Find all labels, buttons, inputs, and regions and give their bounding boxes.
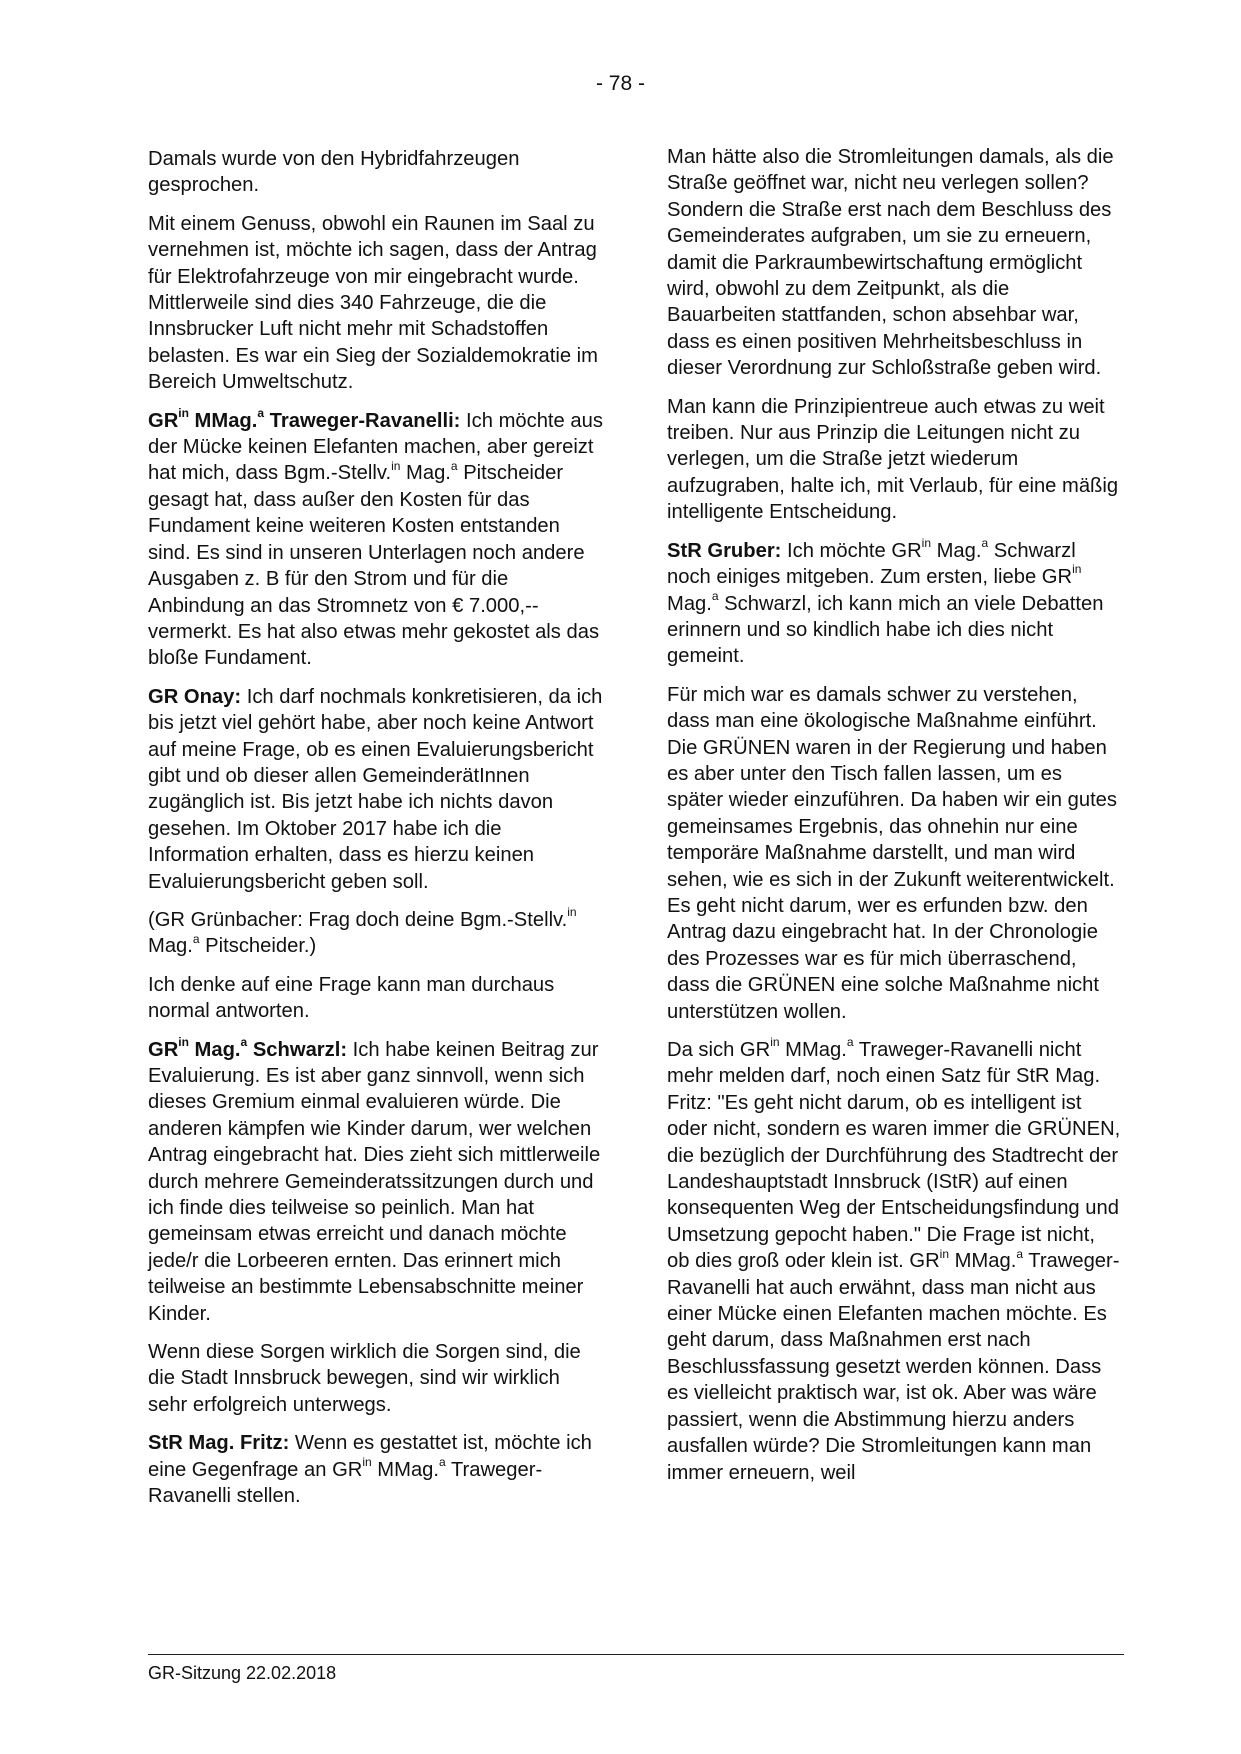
page-number: - 78 -: [595, 72, 645, 95]
paragraph: [148, 972, 603, 1025]
speaker-name: GR Onay:: [148, 685, 242, 708]
paragraph-text: Ich möchte $GR^{in}$ Mag.$^a$ Schwarzl noch einiges mitgeben. Zum ersten, liebe $GR^{in}$ Mag.$^a$ Schwarzl, ich kann mich an viele Debatten erinnern und so kindlich habe ich dies nicht gemeint.: [667, 535, 1104, 668]
speaker-name: $GR^{in}$ Mag.$^a$ Schwarzl:: [148, 1034, 348, 1061]
paragraph: [148, 907, 603, 960]
paragraph-text: Für mich war es damals schwer zu verstehen, dass man eine ökologische Maßnahme einführt. Die GRÜNEN waren in der Regierung und haben es aber unter den Tisch fallen lassen, um es später wieder einzuführen. Da haben wir ein gutes gemeinsames Ergebnis, das ohnehin nur eine temporäre Maßnahme darstellt, und man wird sehen, wie es sich in der Zukunft weiterentwickelt. Es geht nicht darum, wer es erfunden bzw. den Antrag dazu eingebracht hat. In der Chronologie des Prozesses war es für mich überraschend, dass die GRÜNEN eine solche Maßnahme nicht unterstützen wollen.: [667, 683, 1117, 1023]
paragraph: [148, 1339, 603, 1418]
paragraph: [667, 535, 1122, 670]
paragraph: [667, 682, 1122, 1025]
paragraph-text: Damals wurde von den Hybridfahrzeugen gesprochen.: [148, 148, 520, 197]
paragraph: [148, 684, 603, 895]
paragraph: [148, 211, 603, 396]
paragraph-text: Ich denke auf eine Frage kann man durchaus normal antworten.: [148, 973, 555, 1023]
right-column: [667, 144, 1122, 1498]
paragraph: [148, 146, 603, 199]
paragraph-text: Da sich $GR^{in}$ MMag.$^a$ Traweger-Ravanelli nicht mehr melden darf, noch einen Satz für StR Mag. Fritz: "Es geht nicht darum, ob es intelligent ist oder nicht, sondern es waren immer die GRÜNEN, die bezüglich der Durchführung des Stadtrecht der Landeshauptstadt Innsbruck (IStR) auf einen konsequenten Weg der Entscheidungsfindung und Umsetzung gepocht haben." Die Frage ist nicht, ob dies groß oder klein ist. $GR^{in}$ MMag.$^a$ Traweger-Ravanelli hat auch erwähnt, dass man nicht aus einer Mücke einen Elefanten machen möchte. Es geht darum, dass Maßnahmen erst nach Beschlussfassung gesetzt werden können. Dass es vielleicht praktisch war, ist ok. Aber was wäre passiert, wenn die Abstimmung hierzu anders ausfallen würde? Die Stromleitungen kann man immer erneuern, weil: [667, 1035, 1121, 1484]
footer-text: GR-Sitzung 22.02.2018: [148, 1663, 337, 1683]
paragraph-text: (GR Grünbacher: Frag doch deine Bgm.-Stellv.$^{in}$ Mag.$^a$ Pitscheider.): [148, 905, 577, 958]
paragraph-text: Man kann die Prinzipientreue auch etwas zu weit treiben. Nur aus Prinzip die Leitungen nicht zu verlegen, um die Straße jetzt wiederum aufzugraben, halte ich, mit Verlaub, für eine mäßig intelligente Entscheidung.: [667, 395, 1119, 524]
paragraph-text: Man hätte also die Stromleitungen damals, als die Straße geöffnet war, nicht neu verlegen sollen? Sondern die Straße erst nach dem Beschluss des Gemeinderates aufgraben, um sie zu erneuern, damit die Parkraumbewirtschaftung ermöglicht wird, obwohl zu dem Zeitpunkt, als die Bauarbeiten stattfanden, schon absehbar war, dass es einen positiven Mehrheitsbeschluss in dieser Verordnung zur Schloßstraße geben wird.: [667, 146, 1114, 380]
paragraph: [148, 1430, 603, 1509]
paragraph: [148, 405, 603, 672]
paragraph-text: Ich darf nochmals konkretisieren, da ich bis jetzt viel gehört habe, aber noch keine Antwort auf meine Frage, ob es einen Evaluierungsbericht gibt und ob dieser allen GemeinderätInnen zugänglich ist. Bis jetzt habe ich nichts davon gesehen. Im Oktober 2017 habe ich die Information erhalten, dass es hierzu keinen Evaluierungsbericht geben soll.: [148, 685, 603, 893]
paragraph-text: Ich möchte aus der Mücke keinen Elefanten machen, aber gereizt hat mich, dass Bgm.-Stellv.$^{in}$ Mag.$^a$ Pitscheider gesagt hat, dass außer den Kosten für das Fundament keine weiteren Kosten entstanden sind. Es sind in unseren Unterlagen noch andere Ausgaben z. B für den Strom und für die Anbindung an das Stromnetz von € 7.000,-- vermerkt. Es hat also etwas mehr gekostet als das bloße Fundament.: [148, 409, 603, 670]
speaker-name: StR Mag. Fritz:: [148, 1432, 290, 1455]
paragraph: [148, 1034, 603, 1327]
speaker-name: StR Gruber:: [667, 539, 782, 562]
footer-divider: [148, 1654, 1124, 1655]
paragraph-text: Wenn es gestattet ist, möchte ich eine Gegenfrage an $GR^{in}$ MMag.$^a$ Traweger-Ravanelli stellen.: [148, 1432, 592, 1508]
paragraph: [667, 394, 1122, 526]
speaker-name: $GR^{in}$ MMag.$^a$ Traweger-Ravanelli:: [148, 405, 461, 432]
paragraph: [667, 1037, 1122, 1486]
paragraph: [667, 144, 1122, 382]
paragraph-text: Wenn diese Sorgen wirklich die Sorgen sind, die die Stadt Innsbruck bewegen, sind wir wirklich sehr erfolgreich unterwegs.: [148, 1341, 581, 1416]
left-column: [148, 146, 603, 1522]
paragraph-text: Ich habe keinen Beitrag zur Evaluierung. Es ist aber ganz sinnvoll, wenn sich dieses Gremium einmal evaluieren würde. Die anderen kämpfen wie Kinder darum, wer welchen Antrag eingebracht hat. Dies zieht sich mittlerweile durch mehrere Gemeinderatssitzungen durch und ich finde dies teilweise so peinlich. Man hat gemeinsam etwas erreicht und danach möchte jede/r die Lorbeeren ernten. Das erinnert mich teilweise an bestimmte Lebensabschnitte meiner Kinder.: [148, 1038, 601, 1325]
paragraph-text: Mit einem Genuss, obwohl ein Raunen im Saal zu vernehmen ist, möchte ich sagen, dass der Antrag für Elektrofahrzeuge von mir eingebracht wurde. Mittlerweile sind dies 340 Fahrzeuge, die die Innsbrucker Luft nicht mehr mit Schadstoffen belasten. Es war ein Sieg der Sozialdemokratie im Bereich Umweltschutz.: [148, 212, 598, 394]
